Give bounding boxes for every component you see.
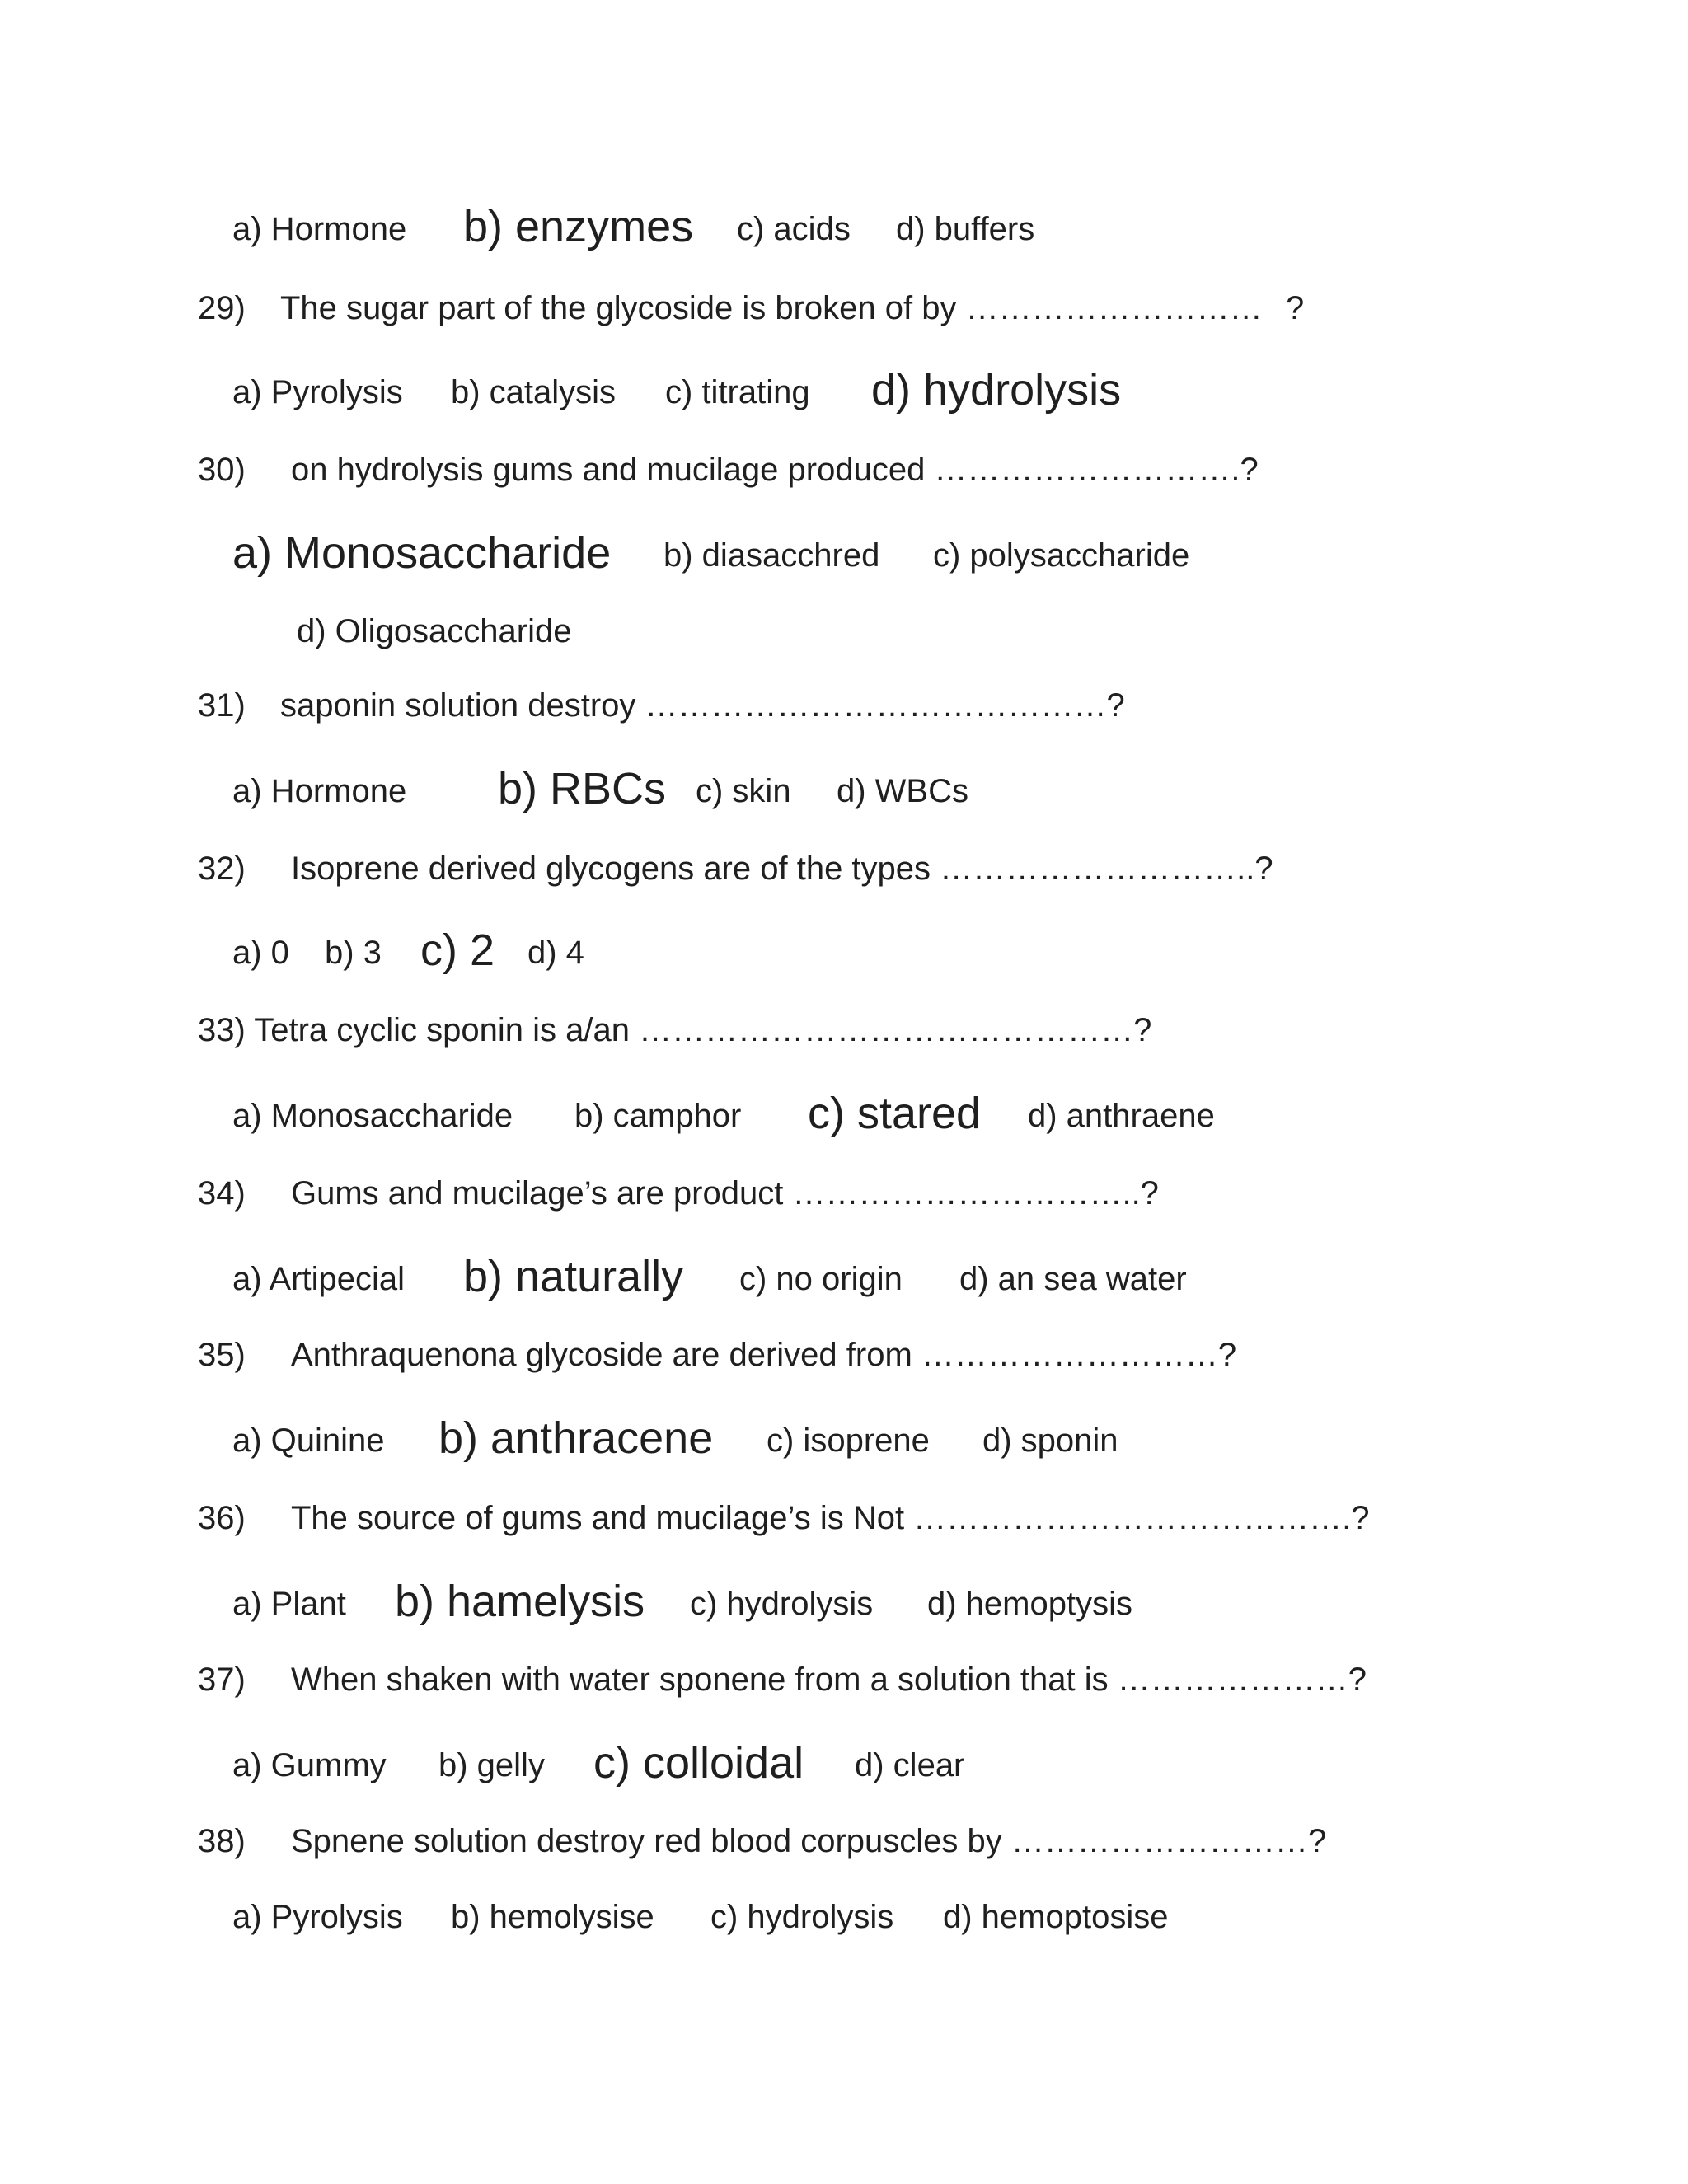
q29-option-d-answer: d) hydrolysis xyxy=(871,365,1122,415)
q30-option-b: b) diasacchred xyxy=(663,537,880,574)
q33-option-d: d) anthraene xyxy=(1028,1098,1215,1134)
q33-option-c-answer: c) stared xyxy=(808,1089,982,1138)
q35-option-b-answer: b) anthracene xyxy=(438,1413,714,1463)
q36-option-d: d) hemoptysis xyxy=(927,1586,1132,1622)
q30-text: on hydrolysis gums and mucilage produced ……………………….? xyxy=(291,452,1259,488)
q38-option-a: a) Pyrolysis xyxy=(232,1899,403,1935)
q34-option-b-answer: b) naturally xyxy=(463,1252,684,1301)
q38-option-b: b) hemolysise xyxy=(451,1899,654,1935)
q31-option-a: a) Hormone xyxy=(232,773,407,809)
q35-text: Anthraquenona glycoside are derived from ………………………? xyxy=(291,1337,1237,1373)
q29-option-b: b) catalysis xyxy=(451,374,617,410)
q37-option-a: a) Gummy xyxy=(232,1747,387,1783)
q35-option-c: c) isoprene xyxy=(767,1422,930,1459)
q32-option-a: a) 0 xyxy=(232,935,289,971)
q37-option-d: d) clear xyxy=(855,1747,965,1783)
q36-option-a: a) Plant xyxy=(232,1586,346,1622)
q30-option-d: d) Oligosaccharide xyxy=(297,613,572,649)
q34-text: Gums and mucilage’s are product …………………………..? xyxy=(291,1175,1159,1212)
q32-option-b: b) 3 xyxy=(325,935,382,971)
q38-option-c: c) hydrolysis xyxy=(710,1899,894,1935)
q36-option-b-answer: b) hamelysis xyxy=(395,1577,645,1626)
q29-option-a: a) Pyrolysis xyxy=(232,374,403,410)
q33-option-a: a) Monosaccharide xyxy=(232,1098,513,1134)
q35-option-d: d) sponin xyxy=(982,1422,1118,1459)
q31-option-b-answer: b) RBCs xyxy=(498,764,667,813)
q31-text: saponin solution destroy ……………………………………? xyxy=(280,687,1125,724)
q31-option-d: d) WBCs xyxy=(837,773,968,809)
q37-number: 37) xyxy=(198,1661,246,1698)
q35-number: 35) xyxy=(198,1337,246,1373)
q37-option-c-answer: c) colloidal xyxy=(593,1738,804,1788)
q38-option-d: d) hemoptosise xyxy=(943,1899,1169,1935)
q35-option-a: a) Quinine xyxy=(232,1422,385,1459)
q37-text: When shaken with water sponene from a solution that is …………………? xyxy=(291,1661,1367,1698)
q30-number: 30) xyxy=(198,452,246,488)
q32-option-c-answer: c) 2 xyxy=(420,926,495,975)
q29-text: The sugar part of the glycoside is broken of by ……………………… xyxy=(280,290,1263,326)
q30-option-a-answer: a) Monosaccharide xyxy=(232,528,612,578)
q36-text: The source of gums and mucilage’s is Not ………………………………….? xyxy=(291,1500,1370,1536)
q38-number: 38) xyxy=(198,1823,246,1859)
q29-number: 29) xyxy=(198,290,246,326)
q37-option-b: b) gelly xyxy=(438,1747,545,1783)
q38-text: Spnene solution destroy red blood corpuscles by ………………………? xyxy=(291,1823,1327,1859)
q33-question: 33) Tetra cyclic sponin is a/an ………………………………………? xyxy=(198,1012,1152,1048)
q34-option-c: c) no origin xyxy=(739,1261,903,1297)
q28-option-c: c) acids xyxy=(737,211,851,247)
q32-text: Isoprene derived glycogens are of the types ………………………..? xyxy=(291,851,1273,887)
q30-option-c: c) polysaccharide xyxy=(933,537,1190,574)
q28-option-b-answer: b) enzymes xyxy=(463,202,694,251)
q28-option-d: d) buffers xyxy=(896,211,1035,247)
q36-number: 36) xyxy=(198,1500,246,1536)
q31-number: 31) xyxy=(198,687,246,724)
q34-number: 34) xyxy=(198,1175,246,1212)
q34-option-a: a) Artipecial xyxy=(232,1261,405,1297)
q34-option-d: d) an sea water xyxy=(959,1261,1187,1297)
q31-option-c: c) skin xyxy=(696,773,791,809)
q36-option-c: c) hydrolysis xyxy=(690,1586,874,1622)
q29-question-mark: ? xyxy=(1286,290,1305,326)
q28-option-a: a) Hormone xyxy=(232,211,407,247)
q29-option-c: c) titrating xyxy=(665,374,810,410)
q32-option-d: d) 4 xyxy=(528,935,584,971)
q33-option-b: b) camphor xyxy=(574,1098,742,1134)
q32-number: 32) xyxy=(198,851,246,887)
